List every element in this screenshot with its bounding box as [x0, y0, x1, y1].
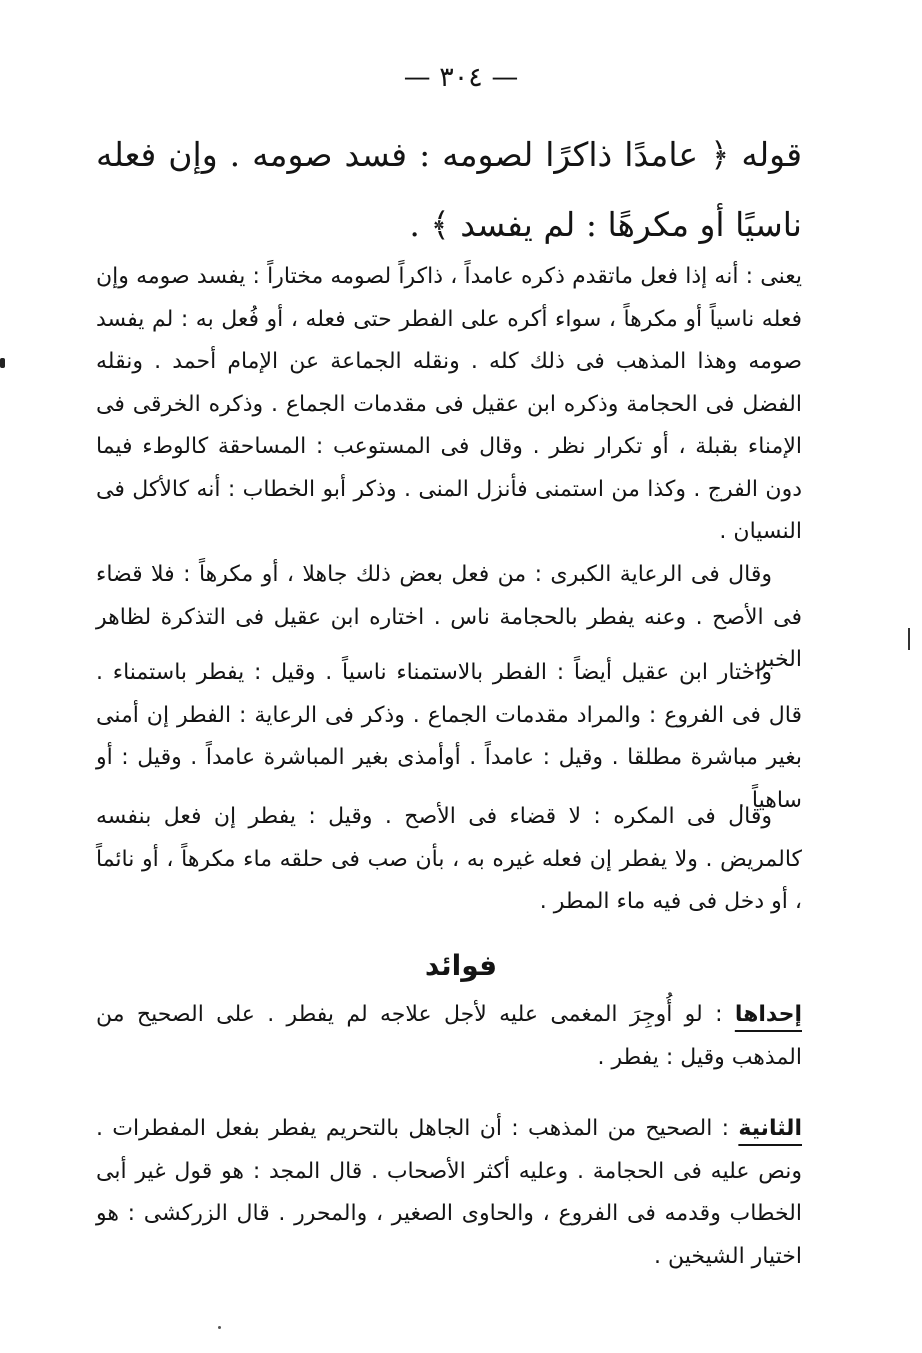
quoted-matn: قوله ﴿ عامدًا ذاكرًا لصومه : فسد صومه . وإن فعله ناسيًا أو مكرهًا : لم يفسد ﴾ . [96, 135, 802, 244]
paragraph-text: وقال فى المكره : لا قضاء فى الأصح . وقيل : يفطر إن فعل بنفسه كالمريض . ولا يفطر إن فعله غيره به ، بأن صب فى حلقه ماء مكرهاً ، أو نائماً ، أو دخل فى فيه ماء المطر . [96, 804, 802, 914]
paragraph-text: واختار ابن عقيل أيضاً : الفطر بالاستمناء ناسياً . وقيل : يفطر باستمناء . قال فى الفروع : والمراد مقدمات الجماع . وذكر فى الرعاية : الفطر إن أمنى بغير مباشرة مطلقا . وقيل : عامداً . أوأمذى بغير المباشرة عامداً . وقيل : أو ساهياً . [96, 660, 802, 813]
faida-paragraph [96, 1108, 802, 1278]
faida-text: : لو أُوجِرَ المغمى عليه لأجل علاجه لم يفطر . على الصحيح من المذهب وقيل : يفطر . [96, 1002, 802, 1070]
faida-label: إحداها [734, 1002, 802, 1027]
page-number: — ٣٠٤ — [403, 62, 519, 93]
paper-speck [218, 1326, 221, 1329]
paragraph-text: يعنى : أنه إذا فعل ماتقدم ذكره عامداً ، ذاكراً لصومه مختاراً : يفسد صومه وإن فعله ناسياً أو مكرهاً ، سواء أكره على الفطر حتى فعله ، أو فُعل به : لم يفسد صومه وهذا المذهب فى ذلك كله . ونقله الجماعة عن الإمام أحمد . ونقله الفضل فى الحجامة وذكره ابن عقيل فى مقدمات الجماع . وذكره الخرقى فى الإمناء بقبلة ، أو تكرار نظر . وقال فى المستوعب : المساحقة كالوطء فيما دون الفرج . وكذا من استمنى فأنزل المنى . وذكر أبو الخطاب : أنه كالأكل فى النسيان . [96, 264, 802, 544]
section-heading: فوائد [424, 949, 498, 982]
faida-label: الثانية [738, 1116, 802, 1141]
commentary-paragraph [96, 256, 802, 554]
faida-text: : الصحيح من المذهب : أن الجاهل بالتحريم يفطر بفعل المفطرات . ونص عليه فى الحجامة . وعليه أكثر الأصحاب . قال المجد : هو قول غير أبى الخطاب وقدمه فى الفروع ، والحاوى الصغير ، والمحرر . قال الزركشى : هو اختيار الشيخين . [96, 1116, 802, 1269]
commentary-paragraph [96, 796, 802, 924]
faida-paragraph [96, 994, 802, 1079]
margin-mark [0, 358, 5, 368]
paragraph-text: وقال فى الرعاية الكبرى : من فعل بعض ذلك جاهلا ، أو مكرهاً : فلا قضاء فى الأصح . وعنه يفطر بالحجامة ناس . اختاره ابن عقيل فى التذكرة لظاهر الخبر . [96, 562, 802, 672]
margin-mark [908, 628, 910, 650]
